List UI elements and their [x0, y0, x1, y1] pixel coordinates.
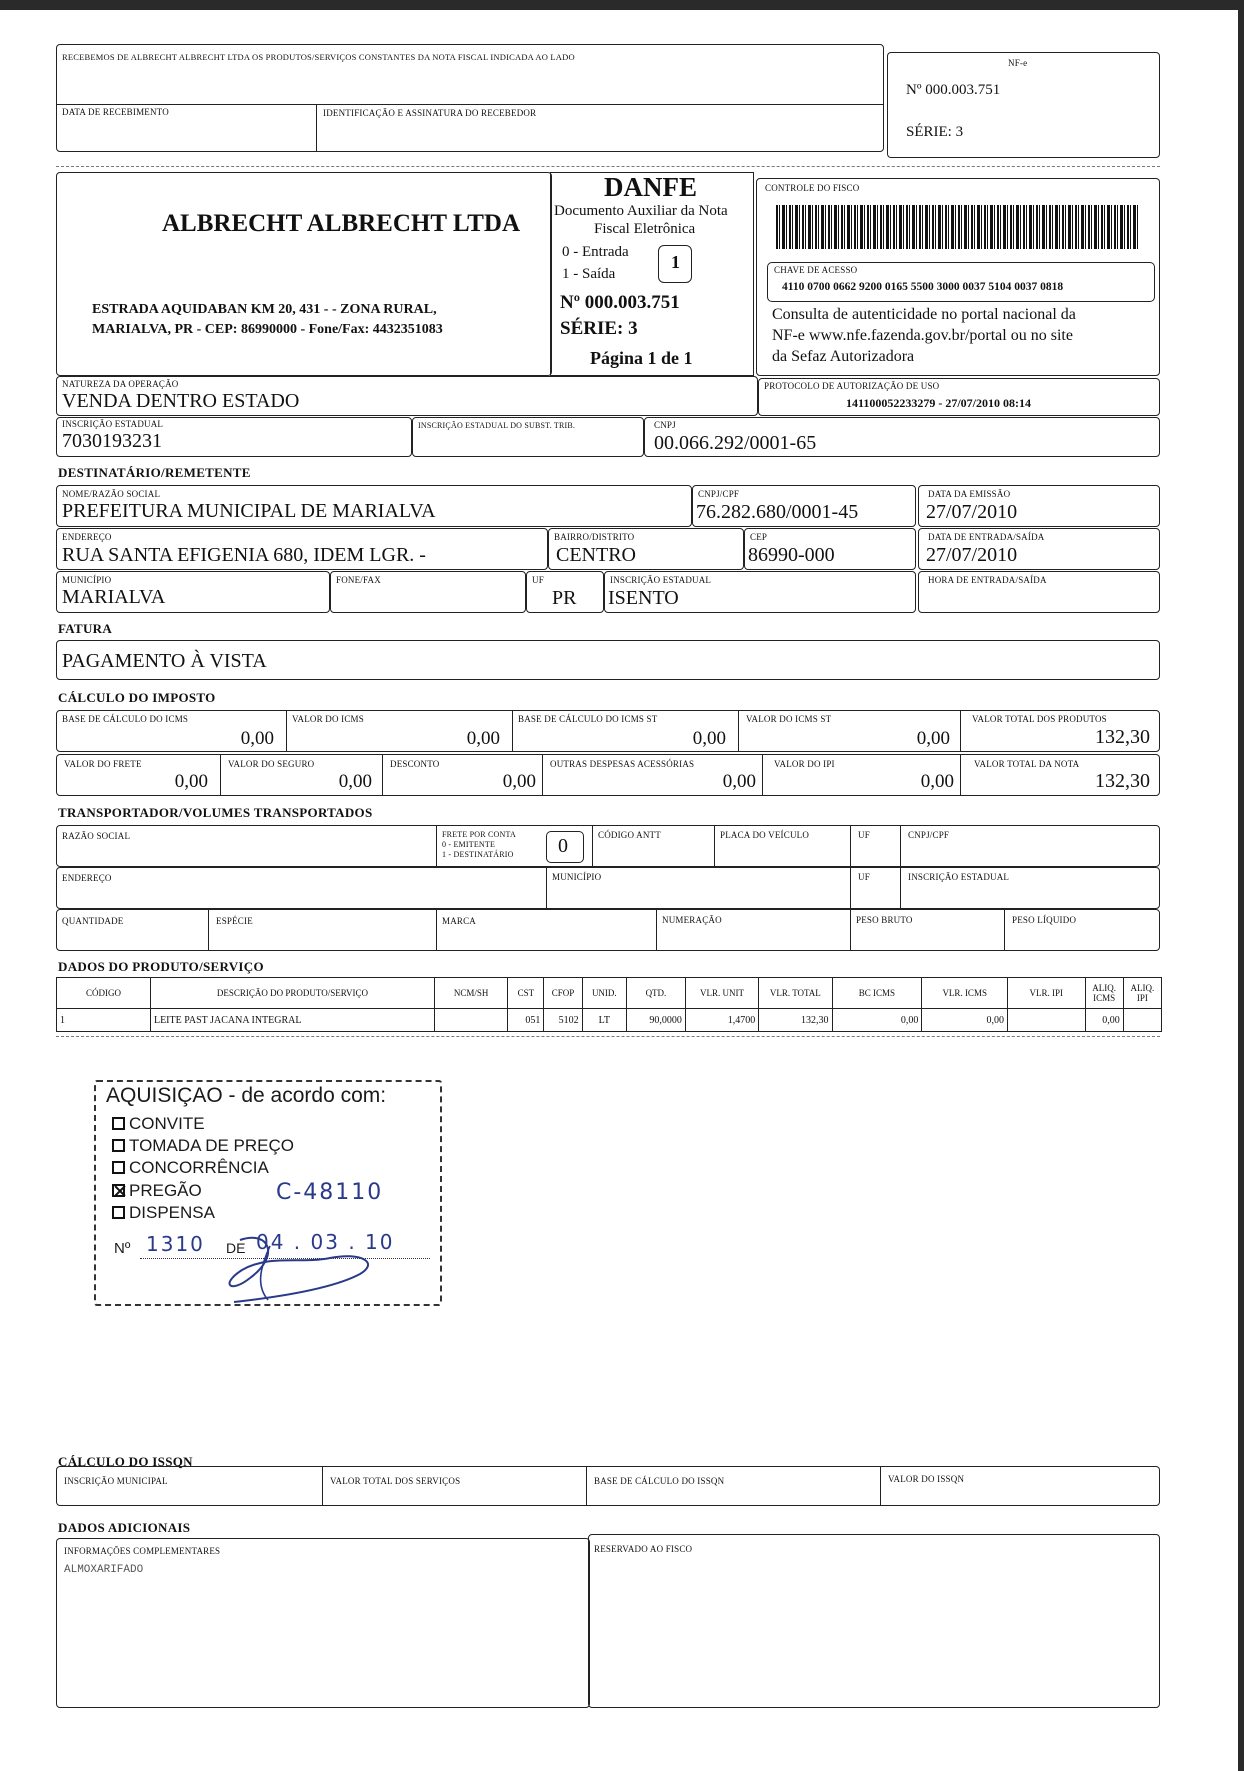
imposto-total-nota-value: 132,30 [1095, 770, 1150, 792]
controle-label: CONTROLE DO FISCO [765, 183, 860, 193]
transp-uf2-label: UF [858, 872, 870, 882]
dest-municipio: MARIALVA [62, 586, 166, 608]
canhoto-receipt-text: RECEBEMOS DE ALBRECHT ALBRECHT LTDA OS PRODUTOS/SERVIÇOS CONSTANTES DA NOTA FISCAL INDICADA AO LADO [62, 52, 575, 62]
dest-ie-label: INSCRIÇÃO ESTADUAL [610, 575, 712, 585]
imposto-seguro-value: 0,00 [338, 771, 372, 792]
col-bc-icms: BC ICMS [832, 978, 922, 1009]
danfe-numero: Nº 000.003.751 [560, 292, 680, 313]
cell-vlr-icms: 0,00 [922, 1009, 1008, 1032]
chave-label: CHAVE DE ACESSO [774, 265, 858, 275]
imposto-bc-icms-st-label: BASE DE CÁLCULO DO ICMS ST [518, 714, 658, 724]
canhoto-nfe-label: NF-e [1008, 58, 1028, 68]
transp-ie-label: INSCRIÇÃO ESTADUAL [908, 872, 1010, 882]
checkbox-empty-icon [112, 1161, 125, 1174]
imposto-desconto-label: DESCONTO [390, 759, 440, 769]
signature-icon [210, 1228, 410, 1308]
col-aliq-ipi: ALIQ. IPI [1123, 978, 1161, 1009]
col-unid: UNID. [582, 978, 626, 1009]
transp-frete-value: 0 [558, 835, 568, 857]
cnpj-value: 00.066.292/0001-65 [654, 432, 817, 454]
col-vlr-icms: VLR. ICMS [922, 978, 1008, 1009]
cell-vlr-ipi [1008, 1009, 1085, 1032]
danfe-saida: 1 - Saída [562, 266, 616, 282]
reservado-fisco-label: RESERVADO AO FISCO [594, 1544, 693, 1554]
transp-frete-label-2: 0 - EMITENTE [442, 840, 496, 849]
danfe-title: DANFE [604, 172, 697, 202]
transp-frete-label-3: 1 - DESTINATÁRIO [442, 850, 514, 859]
cell-aliq-ipi [1123, 1009, 1161, 1032]
checkbox-empty-icon [112, 1117, 125, 1130]
fatura-section: FATURA [58, 621, 113, 636]
dest-emissao: 27/07/2010 [926, 501, 1018, 523]
stamp-opt-pregao-label: PREGÃO [129, 1181, 202, 1200]
transp-cnpj-label: CNPJ/CPF [908, 830, 950, 840]
col-cfop: CFOP [544, 978, 582, 1009]
stamp-n-label: Nº [114, 1240, 131, 1257]
cell-vlr-unit: 1,4700 [685, 1009, 758, 1032]
danfe-serie: SÉRIE: 3 [560, 318, 638, 339]
col-codigo: CÓDIGO [57, 978, 151, 1009]
canhoto-serie: SÉRIE: 3 [906, 124, 964, 140]
dest-bairro: CENTRO [556, 544, 636, 566]
transp-razao-label: RAZÃO SOCIAL [62, 831, 131, 841]
protocolo-value: 141100052233279 - 27/07/2010 08:14 [846, 396, 1031, 410]
produtos-table [56, 977, 1162, 1032]
imposto-vlr-icms-label: VALOR DO ICMS [292, 714, 364, 724]
protocolo-label: PROTOCOLO DE AUTORIZAÇÃO DE USO [764, 381, 940, 391]
col-aliq-icms: ALIQ. ICMS [1085, 978, 1123, 1009]
fatura-value: PAGAMENTO À VISTA [62, 650, 267, 672]
col-cst: CST [508, 978, 544, 1009]
stamp-opt-concorrencia-label: CONCORRÊNCIA [129, 1158, 269, 1177]
cell-ncm [434, 1009, 507, 1032]
imposto-ipi-value: 0,00 [920, 771, 954, 792]
issqn-base-label: BASE DE CÁLCULO DO ISSQN [594, 1476, 725, 1486]
emitente-address-1: ESTRADA AQUIDABAN KM 20, 431 - - ZONA RURAL, [92, 302, 437, 317]
dest-entrada-label: DATA DE ENTRADA/SAÍDA [928, 532, 1045, 542]
emitente-name: ALBRECHT ALBRECHT LTDA [162, 210, 520, 237]
stamp-opt-dispensa-label: DISPENSA [129, 1203, 215, 1222]
dest-nome: PREFEITURA MUNICIPAL DE MARIALVA [62, 500, 436, 522]
dest-uf-label: UF [532, 575, 544, 585]
cell-bc-icms: 0,00 [832, 1009, 922, 1032]
reservado-fisco-box [588, 1534, 1160, 1708]
cell-codigo: 1 [57, 1009, 151, 1032]
danfe-subtitle-1: Documento Auxiliar da Nota [554, 203, 728, 219]
col-vlr-total: VLR. TOTAL [759, 978, 832, 1009]
imposto-desconto-value: 0,00 [502, 771, 536, 792]
cell-qtd: 90,0000 [627, 1009, 686, 1032]
dest-ie: ISENTO [608, 587, 679, 609]
stamp-hand-date: 04 . 03 . 10 [256, 1230, 395, 1254]
imposto-vlr-icms-st-label: VALOR DO ICMS ST [746, 714, 832, 724]
dest-cep: 86990-000 [748, 544, 835, 566]
imposto-vlr-icms-st-value: 0,00 [916, 728, 950, 749]
dest-municipio-label: MUNICÍPIO [62, 575, 112, 585]
transp-uf-label: UF [858, 830, 870, 840]
stamp-opt-dispensa [112, 1203, 215, 1223]
imposto-bc-icms-value: 0,00 [240, 728, 274, 749]
stamp-title: AQUISIÇAO - de acordo com: [106, 1084, 387, 1107]
consulta-line-1: Consulta de autenticidade no portal nacional da [772, 306, 1076, 323]
transp-marca-label: MARCA [442, 916, 477, 926]
imposto-bc-icms-label: BASE DE CÁLCULO DO ICMS [62, 714, 189, 724]
col-vlr-unit: VLR. UNIT [685, 978, 758, 1009]
emitente-box [56, 172, 552, 376]
imposto-total-prod-value: 132,30 [1095, 726, 1150, 748]
col-vlr-ipi: VLR. IPI [1008, 978, 1085, 1009]
imposto-bc-icms-st-value: 0,00 [692, 728, 726, 749]
dest-bairro-label: BAIRRO/DISTRITO [554, 532, 635, 542]
transp-municipio-label: MUNICÍPIO [552, 872, 602, 882]
cell-cst: 051 [508, 1009, 544, 1032]
transp-frete-label-1: FRETE POR CONTA [442, 830, 516, 839]
checkbox-checked-icon [112, 1184, 125, 1197]
transp-peso-liquido-label: PESO LÍQUIDO [1012, 915, 1077, 925]
info-complementares-value: ALMOXARIFADO [64, 1564, 144, 1576]
checkbox-empty-icon [112, 1206, 125, 1219]
danfe-subtitle-2: Fiscal Eletrônica [594, 221, 696, 237]
stamp-opt-convite [112, 1114, 205, 1134]
imposto-frete-value: 0,00 [174, 771, 208, 792]
destinatario-section: DESTINATÁRIO/REMETENTE [58, 465, 251, 480]
issqn-valor-label: VALOR DO ISSQN [888, 1474, 965, 1484]
transp-quantidade-label: QUANTIDADE [62, 916, 124, 926]
transp-placa-label: PLACA DO VEÍCULO [720, 830, 810, 840]
dest-cnpj-label: CNPJ/CPF [698, 489, 740, 499]
cell-vlr-total: 132,30 [759, 1009, 832, 1032]
danfe-entrada: 0 - Entrada [562, 244, 629, 260]
imposto-seguro-label: VALOR DO SEGURO [228, 759, 315, 769]
barcode [776, 205, 1140, 249]
transp-antt-label: CÓDIGO ANTT [598, 830, 661, 840]
adicionais-section: DADOS ADICIONAIS [58, 1520, 191, 1535]
table-row [57, 1009, 1162, 1032]
ie-label: INSCRIÇÃO ESTADUAL [62, 419, 164, 429]
transp-peso-bruto-label: PESO BRUTO [856, 915, 913, 925]
dest-cep-label: CEP [750, 532, 768, 542]
danfe-tipo: 1 [671, 252, 680, 272]
produtos-header-row [57, 978, 1162, 1009]
info-complementares-label: INFORMAÇÕES COMPLEMENTARES [64, 1546, 221, 1556]
stamp-hand-pregao: C-48110 [276, 1180, 384, 1205]
dest-uf: PR [552, 587, 577, 609]
chave-value: 4110 0700 0662 9200 0165 5500 3000 0037 5104 0037 0818 [782, 281, 1064, 293]
consulta-line-2: NF-e www.nfe.fazenda.gov.br/portal ou no site [772, 327, 1073, 344]
imposto-outras-value: 0,00 [722, 771, 756, 792]
dest-endereco-label: ENDEREÇO [62, 532, 112, 542]
transportador-section: TRANSPORTADOR/VOLUMES TRANSPORTADOS [58, 805, 373, 820]
cell-aliq-icms: 0,00 [1085, 1009, 1123, 1032]
issqn-valor-servicos-label: VALOR TOTAL DOS SERVIÇOS [330, 1476, 461, 1486]
issqn-inscricao-label: INSCRIÇÃO MUNICIPAL [64, 1476, 168, 1486]
produtos-section: DADOS DO PRODUTO/SERVIÇO [58, 959, 264, 974]
scan-right-edge [1238, 0, 1244, 1771]
ie-st-label: INSCRIÇÃO ESTADUAL DO SUBST. TRIB. [418, 421, 576, 430]
dest-fone-label: FONE/FAX [336, 575, 381, 585]
col-descricao: DESCRIÇÃO DO PRODUTO/SERVIÇO [150, 978, 434, 1009]
dest-hora-label: HORA DE ENTRADA/SAÍDA [928, 575, 1047, 585]
imposto-total-prod-label: VALOR TOTAL DOS PRODUTOS [972, 714, 1107, 724]
imposto-vlr-icms-value: 0,00 [466, 728, 500, 749]
transp-numeracao-label: NUMERAÇÃO [662, 915, 722, 925]
cell-unid: LT [582, 1009, 626, 1032]
dest-entrada: 27/07/2010 [926, 544, 1018, 566]
dest-nome-label: NOME/RAZÃO SOCIAL [62, 489, 161, 499]
dest-endereco: RUA SANTA EFIGENIA 680, IDEM LGR. - [62, 544, 426, 566]
cnpj-label: CNPJ [654, 420, 676, 430]
imposto-ipi-label: VALOR DO IPI [774, 759, 835, 769]
dest-cnpj: 76.282.680/0001-45 [696, 501, 859, 523]
natureza-label: NATUREZA DA OPERAÇÃO [62, 379, 179, 389]
transp-especie-label: ESPÉCIE [216, 916, 253, 926]
stamp-opt-pregao [112, 1181, 202, 1201]
col-ncm: NCM/SH [434, 978, 507, 1009]
canhoto-numero: Nº 000.003.751 [906, 82, 1001, 98]
imposto-section: CÁLCULO DO IMPOSTO [58, 690, 216, 705]
stamp-de-label: DE [226, 1240, 246, 1256]
cell-cfop: 5102 [544, 1009, 582, 1032]
imposto-frete-label: VALOR DO FRETE [64, 759, 142, 769]
stamp-opt-tomada [112, 1136, 294, 1156]
issqn-section: CÁLCULO DO ISSQN [58, 1454, 193, 1469]
canhoto-id-label: IDENTIFICAÇÃO E ASSINATURA DO RECEBEDOR [323, 108, 537, 118]
stamp-opt-tomada-label: TOMADA DE PREÇO [129, 1136, 294, 1155]
consulta-line-3: da Sefaz Autorizadora [772, 348, 915, 365]
ie-value: 7030193231 [62, 430, 162, 452]
cell-descricao: LEITE PAST JACANA INTEGRAL [150, 1009, 434, 1032]
stamp-hand-num: 1310 [146, 1232, 205, 1256]
issqn-box [56, 1466, 1160, 1506]
imposto-outras-label: OUTRAS DESPESAS ACESSÓRIAS [550, 759, 695, 769]
emitente-address-2: MARIALVA, PR - CEP: 86990000 - Fone/Fax: 4432351083 [92, 322, 443, 337]
imposto-total-nota-label: VALOR TOTAL DA NOTA [974, 759, 1080, 769]
stamp-opt-concorrencia [112, 1158, 269, 1178]
stamp-opt-convite-label: CONVITE [129, 1114, 205, 1133]
scan-top-edge [0, 0, 1244, 10]
dest-emissao-label: DATA DA EMISSÃO [928, 489, 1011, 499]
col-qtd: QTD. [627, 978, 686, 1009]
canhoto-date-label: DATA DE RECEBIMENTO [62, 107, 169, 117]
checkbox-empty-icon [112, 1139, 125, 1152]
transp-endereco-label: ENDEREÇO [62, 873, 112, 883]
natureza-value: VENDA DENTRO ESTADO [62, 390, 300, 412]
danfe-pagina: Página 1 de 1 [590, 348, 693, 368]
